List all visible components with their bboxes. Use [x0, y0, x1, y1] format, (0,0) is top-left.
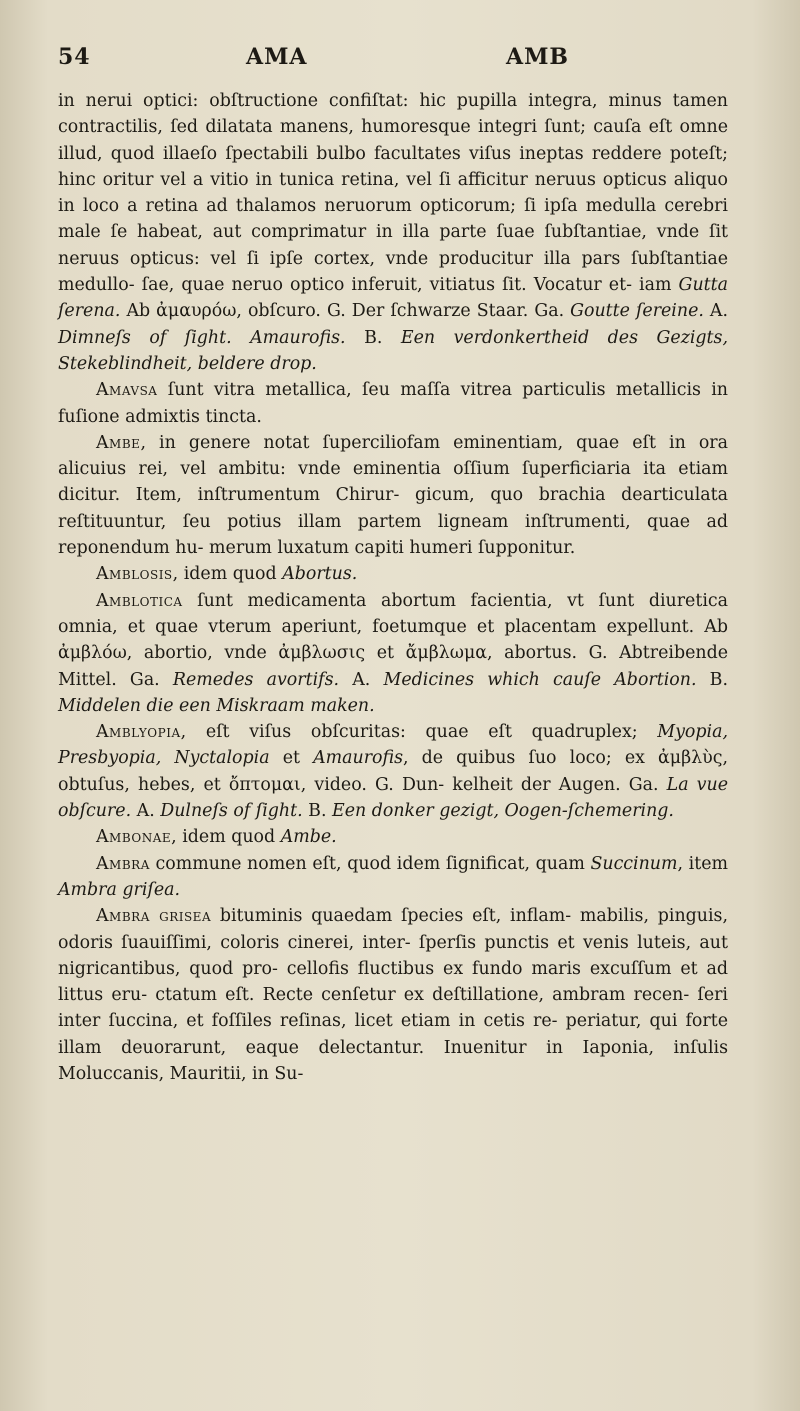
entry-headword: Amblosis — [96, 564, 173, 585]
entry-paragraph-p8 — [58, 851, 728, 904]
entry-text-run: , idem quod — [171, 827, 281, 848]
entry-headword: Ambra — [96, 853, 150, 874]
entry-headword: Ambe — [96, 432, 141, 453]
entry-paragraph-p5 — [58, 588, 728, 719]
entry-paragraph-p1 — [58, 88, 728, 377]
entry-text-run: Gutta ſerena. — [58, 275, 728, 322]
entry-text-run: Een verdonkertheid des Gezigts, Stekeblindheit, beldere drop. — [58, 327, 728, 374]
page-number: 54 — [58, 44, 91, 70]
entry-text-run: , item — [677, 853, 728, 874]
header-right-keyword: AMB — [506, 44, 570, 70]
entry-text-run: Ambra griſea. — [58, 879, 181, 900]
entry-text-run: , eſt viſus obſcuritas: quae eſt quadruplex; — [180, 722, 658, 743]
entry-text-run: , in genere notat ſuperciliofam eminentiam, quae eſt in ora alicuius rei, vel ambitu: vnde eminentia oſſium ſuperficiaria ita etiam dicitur. Item, inſtrumentum Chirur- gicum, quo brachia dearticulata reſtituuntur, ſeu potius illam partem ligneam inſtrumenti, quae ad reponendum hu- merum luxatum capiti humeri ſupponitur. — [58, 432, 728, 559]
entry-text-run: Middelen die een Miskraam maken. — [58, 695, 375, 716]
entry-paragraph-p7 — [58, 824, 728, 850]
entry-text-run: Medicines which cauſe Abortion. — [383, 669, 697, 690]
entry-text-run: Ab ἀμαυρόω, obſcuro. G. Der ſchwarze Staar. Ga. — [120, 301, 571, 322]
entry-text-run: La vue obſcure. — [58, 774, 728, 822]
entry-text-run: B. — [345, 327, 401, 348]
entry-text-run: A. — [703, 301, 728, 322]
entry-headword: Amblotica — [96, 590, 183, 611]
entry-text-run: Dulneſs of ſight. — [160, 801, 303, 822]
header-left-keyword: AMA — [246, 44, 308, 70]
entry-text-run: A. — [131, 801, 161, 822]
entry-text-run: B. — [696, 669, 728, 690]
entry-text-run: Succinum — [590, 853, 678, 874]
entry-headword: Ambra grisea — [96, 906, 212, 927]
entry-text-run: A. — [339, 669, 384, 690]
entry-paragraph-p2 — [58, 377, 728, 430]
entry-text-run: in nerui optici: obſtructione confiſtat: hic pupilla integra, minus tamen contractilis, ſed dilatata manens, humoresque integri ſunt; cauſa eſt omne illud, quod illaeſo ſpectabili bulbo facultates viſus ineptas reddere poteſt; hinc oritur vel a vitio in tunica retina, vel ſi afficitur neruus opticus aliquo in loco a retina ad thalamos neruorum opticorum; ſi ipſa medulla cerebri male ſe habeat, aut comprimatur in illa parte ſuae ſubſtantiae, vnde ſit neruus opticus: vel ſi ipſe cortex, vnde producitur illa pars ſubſtantiae medullo- ſae, quae neruo optico inferuit, vitiatus ſit. Vocatur et- iam — [58, 91, 728, 296]
entry-paragraph-p9 — [58, 903, 728, 1087]
entry-text-run: Amaurofis — [313, 748, 404, 769]
entry-text-run: Ambe. — [280, 827, 337, 848]
entry-headword: Amavsa — [96, 380, 158, 401]
entry-text-run: bituminis quaedam ſpecies eſt, inflam- mabilis, pinguis, odoris ſuauiſſimi, coloris cinerei, inter- ſperſis punctis et venis luteis, aut nigricantibus, quod pro- cellofis fluctibus ex fundo maris excuſſum et ad littus eru- ctatum eſt. Recte cenſetur ex deſtillatione, ambram recen- ſeri inter ſuccina, et foſſiles reſinas, licet etiam in cetis re- periatur, qui forte illam deuorarunt, eaque delectantur. Inuenitur in Iaponia, inſulis Moluccanis, Mauritii, in Su- — [58, 906, 728, 1084]
entry-text-run: Een donker gezigt, Oogen-ſchemering. — [332, 801, 674, 822]
entry-text-run: , idem quod — [172, 564, 283, 585]
entry-paragraph-p3 — [58, 430, 728, 561]
entry-text-run: B. — [302, 801, 333, 822]
entry-headword: Amblyopia — [96, 722, 181, 743]
entry-paragraph-p4 — [58, 561, 728, 587]
entry-text-run: commune nomen eſt, quod idem ſignificat, quam — [149, 853, 591, 874]
entry-text-run: ſunt vitra metallica, ſeu maſſa vitrea particulis metallicis in fuſione admixtis tincta. — [58, 380, 728, 427]
entry-text-run: Myopia, Presbyopia, Nyctalopia — [58, 722, 728, 769]
entry-text-run: , de quibus ſuo loco; ex ἀμβλὺς, obtuſus, hebes, et ὄπτομαι, video. G. Dun- kelheit der Augen. Ga. — [58, 748, 728, 795]
entry-text-run: Remedes avortifs. — [172, 669, 340, 690]
entry-text-run: Dimneſs of ſight. Amaurofis. — [58, 327, 346, 348]
entry-text-run: Goutte ſereine. — [570, 301, 704, 322]
entry-text-column — [58, 88, 728, 1087]
entry-headword: Ambonae — [96, 827, 172, 848]
entry-paragraph-p6 — [58, 719, 728, 824]
entry-text-run: ſunt medicamenta abortum facientia, vt ſunt diuretica omnia, et quae vterum aperiunt, foetumque et placentam expellunt. Ab ἀμβλόω, abortio, vnde ἀμβλωσις et ἄμβλωμα, abortus. G. Abtreibende Mittel. Ga. — [58, 590, 728, 690]
entry-text-run: et — [269, 748, 314, 769]
running-header — [58, 42, 698, 78]
entry-text-run: Abortus. — [282, 564, 358, 585]
